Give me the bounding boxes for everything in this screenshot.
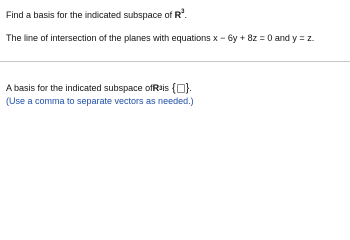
answer-set	[172, 83, 192, 94]
basis-answer-input[interactable]	[177, 84, 185, 93]
answer-label: A basis for the indicated subspace of R 3 is { } .	[6, 82, 192, 94]
question-prompt	[6, 10, 187, 21]
space-symbol: R	[174, 10, 182, 20]
question-prompt-text: Find a basis for the indicated subspace of	[6, 10, 175, 20]
space-exponent: 3	[181, 9, 185, 15]
answer-space-symbol: R	[152, 83, 160, 93]
section-divider	[0, 61, 350, 62]
question-prompt-suffix: .	[184, 10, 187, 20]
answer-label-text: A basis for the indicated subspace of	[6, 83, 153, 93]
close-brace: }	[185, 82, 190, 94]
question-description: The line of intersection of the planes with equations x − 6y + 8z = 0 and y = z.	[6, 33, 315, 43]
answer-label-suffix: is	[162, 83, 169, 93]
answer-period: .	[189, 83, 192, 93]
answer-hint: (Use a comma to separate vectors as needed.)	[6, 96, 194, 106]
open-brace: {	[171, 82, 176, 94]
